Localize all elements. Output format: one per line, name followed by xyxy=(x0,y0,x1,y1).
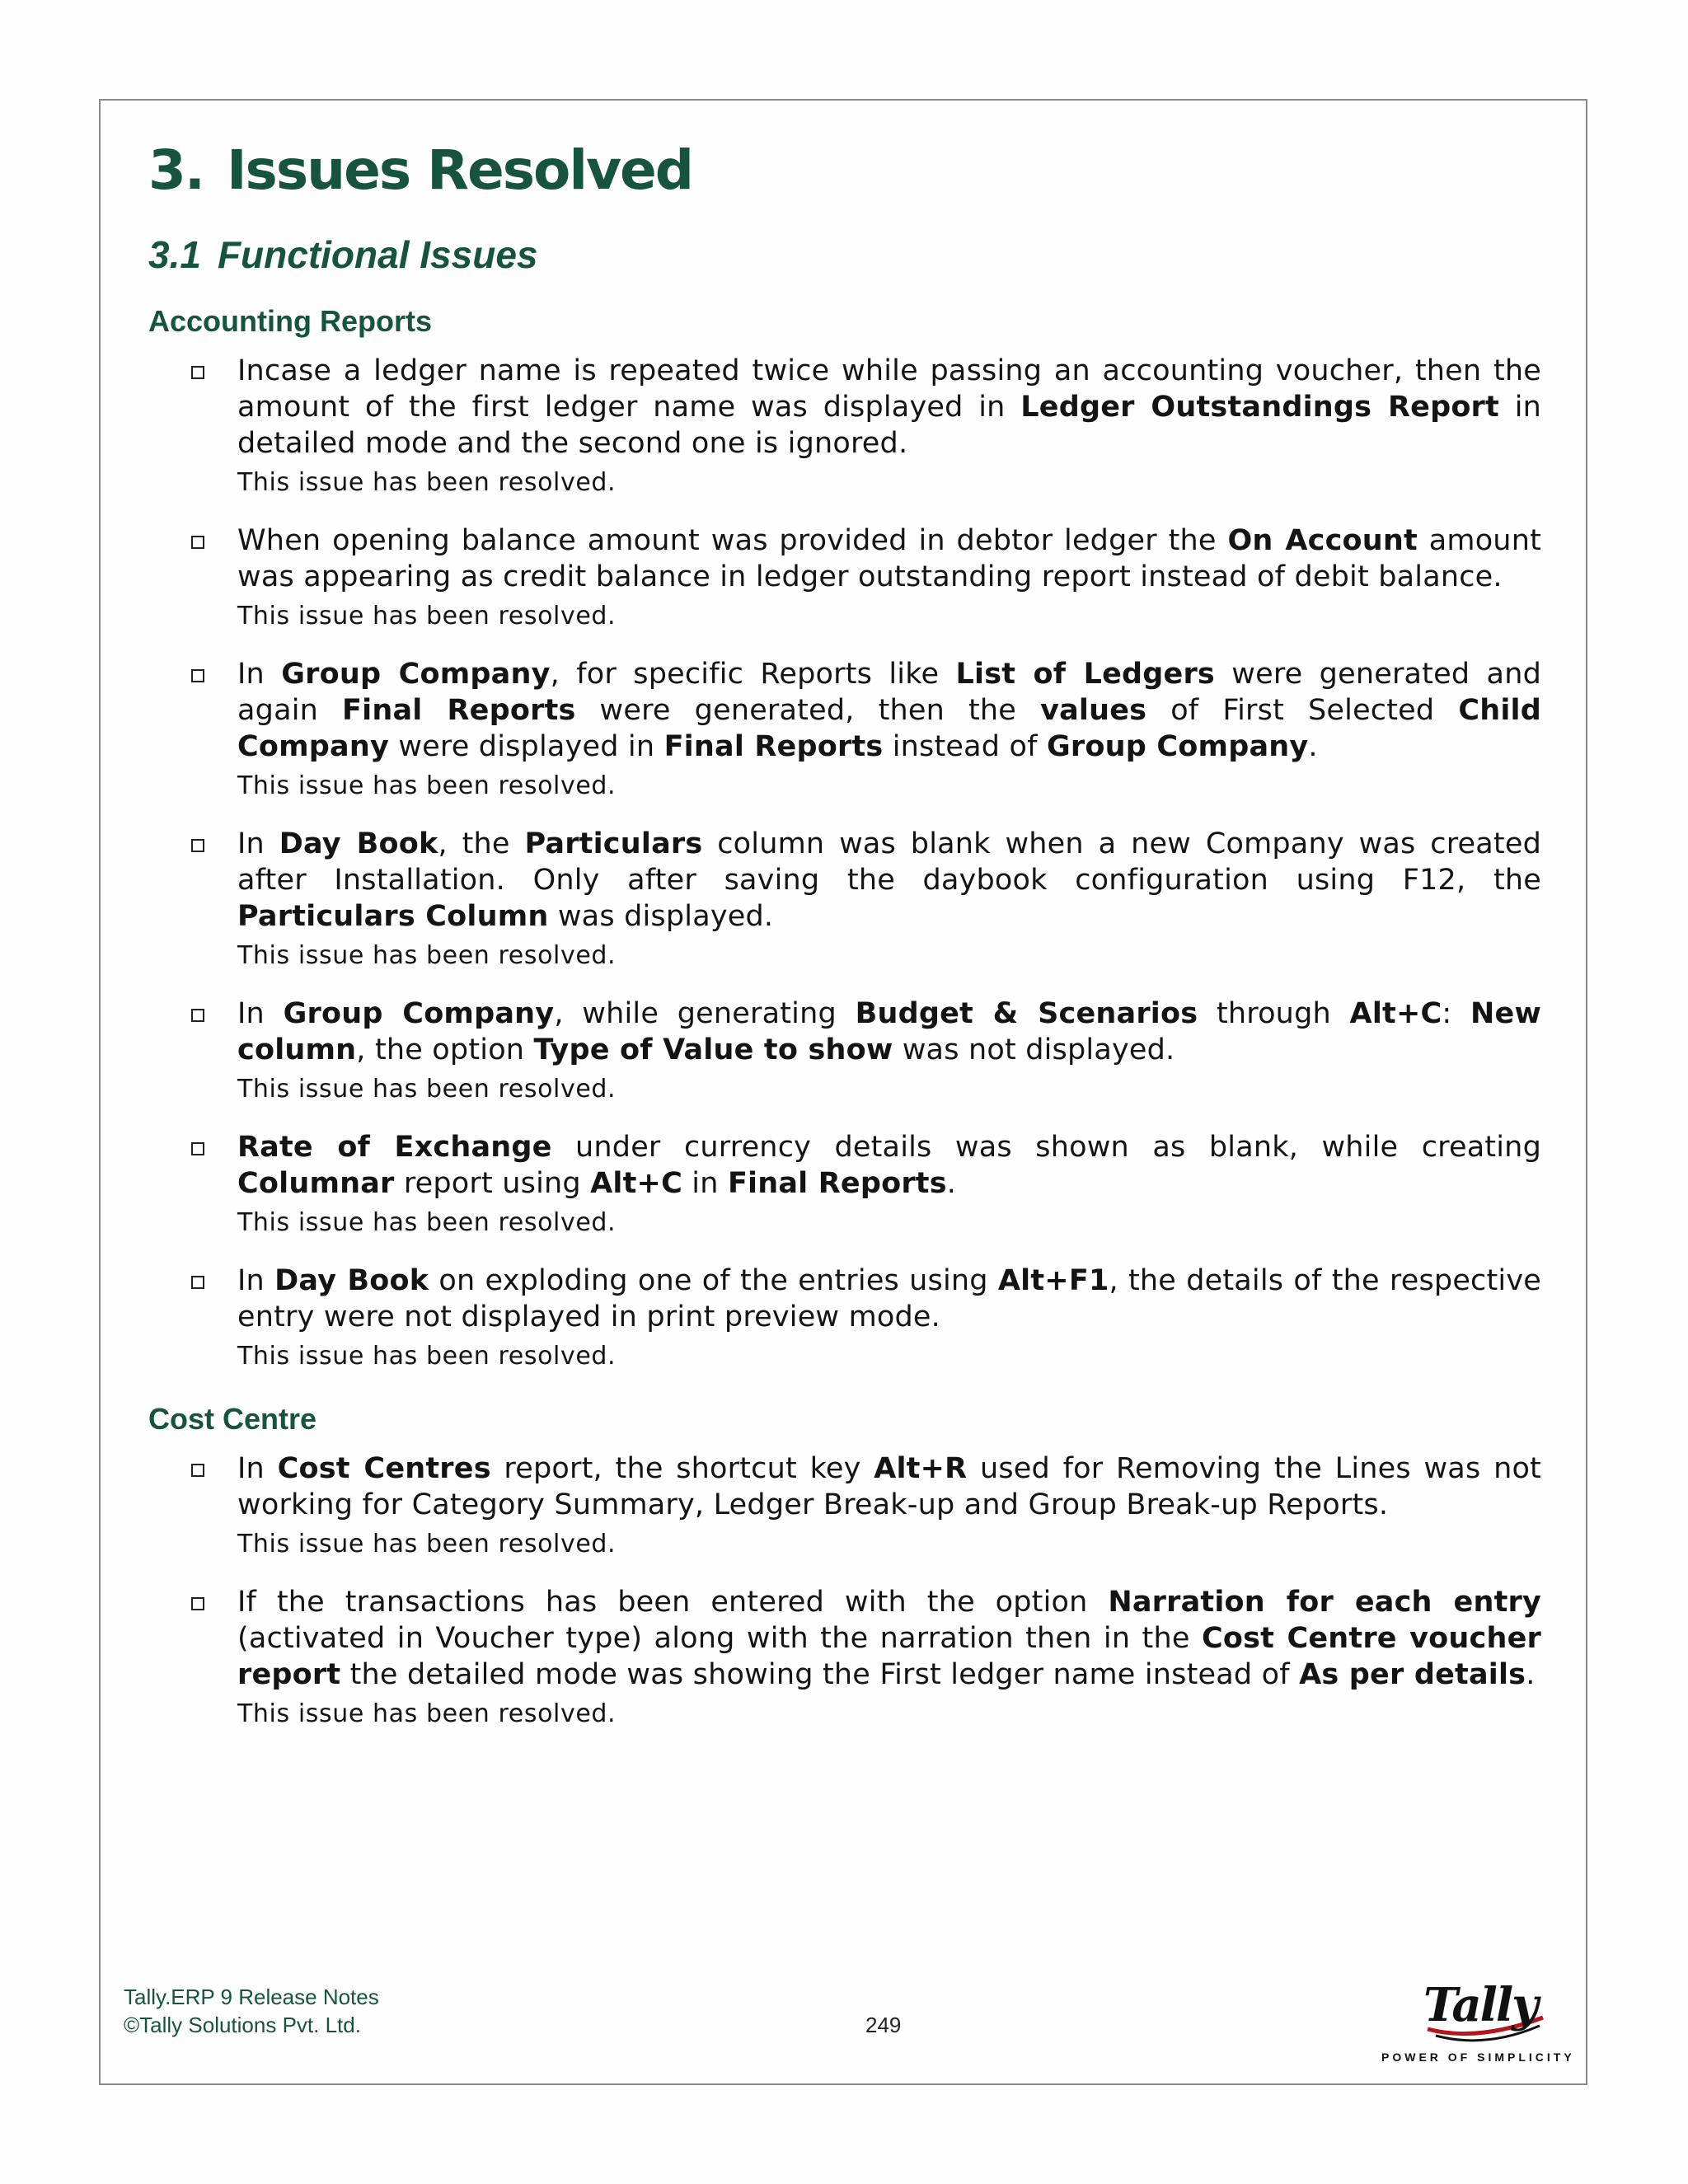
issue-list-accounting-reports xyxy=(148,353,1541,1373)
page-number: 249 xyxy=(865,2013,902,2037)
bold-term: Day Book xyxy=(274,1264,429,1297)
issue-text: , for specific Reports like xyxy=(550,658,956,691)
footer-doc-info xyxy=(124,1983,379,2039)
logo-tagline: POWER OF SIMPLICITY xyxy=(1381,2050,1575,2064)
bold-term: Group Company xyxy=(283,997,555,1030)
issue-item xyxy=(148,1129,1541,1240)
issue-text: In xyxy=(237,827,279,860)
issue-text: report, the shortcut key xyxy=(490,1452,874,1485)
chapter-title: Issues Resolved xyxy=(227,138,692,202)
issue-text: . xyxy=(1308,730,1318,763)
issue-description xyxy=(237,353,1541,462)
issue-description xyxy=(237,523,1541,595)
issue-text: the detailed mode was showing the First ledger name instead of xyxy=(340,1658,1300,1691)
issue-item xyxy=(148,1584,1541,1731)
issue-text: were generated and again xyxy=(237,658,1542,727)
issue-description xyxy=(237,656,1541,765)
resolution-status: This issue has been resolved. xyxy=(237,1699,617,1728)
square-bullet-icon xyxy=(191,536,204,549)
issue-text: In xyxy=(237,658,282,691)
issue-item xyxy=(148,353,1541,499)
bold-term: Alt+C xyxy=(1349,997,1442,1030)
section-number: 3.1 xyxy=(148,233,201,276)
issue-description xyxy=(237,996,1541,1068)
issue-text: , while generating xyxy=(554,997,856,1030)
bold-term: Budget & Scenarios xyxy=(855,997,1198,1030)
issue-text: was displayed. xyxy=(548,900,774,933)
issue-text: of First Selected xyxy=(1146,694,1459,727)
square-bullet-icon xyxy=(191,1276,204,1289)
resolution-status: This issue has been resolved. xyxy=(237,602,617,630)
bold-term: Group Company xyxy=(281,658,551,691)
square-bullet-icon xyxy=(191,1464,204,1477)
issue-list-cost-centre xyxy=(148,1451,1541,1731)
issue-item xyxy=(148,1263,1541,1373)
issue-text: were generated, then the xyxy=(575,694,1041,727)
issue-item xyxy=(148,1451,1541,1561)
bold-term: List of Ledgers xyxy=(955,658,1215,691)
bold-term: Type of Value to show xyxy=(533,1033,893,1066)
resolution-status: This issue has been resolved. xyxy=(237,771,617,800)
section-heading xyxy=(148,232,1541,277)
group-heading-accounting-reports: Accounting Reports xyxy=(148,304,433,338)
issue-text: , the xyxy=(438,827,525,860)
page-content xyxy=(148,140,1541,1754)
issue-text: If the transactions has been entered with the option xyxy=(237,1586,1109,1619)
issue-text: instead of xyxy=(883,730,1047,763)
issue-text: In xyxy=(237,1264,275,1297)
issue-description xyxy=(237,1584,1541,1693)
bold-term: Final Reports xyxy=(342,694,576,727)
issue-item xyxy=(148,996,1541,1106)
issue-text: (activated in Voucher type) along with the narration then in the xyxy=(237,1622,1202,1655)
square-bullet-icon xyxy=(191,366,204,379)
bold-term: Narration for each entry xyxy=(1108,1586,1541,1619)
issue-text: was not displayed. xyxy=(893,1033,1175,1066)
resolution-status: This issue has been resolved. xyxy=(237,1530,617,1558)
issue-text: amount was appearing as credit balance in ledger outstanding report instead of debit balance. xyxy=(237,524,1541,593)
bold-term: On Account xyxy=(1227,524,1418,557)
group-heading-cost-centre: Cost Centre xyxy=(148,1402,317,1436)
bold-term: Particulars Column xyxy=(237,900,549,933)
issue-text: through xyxy=(1198,997,1350,1030)
bold-term: Child Company xyxy=(237,694,1541,763)
bold-term: values xyxy=(1040,694,1147,727)
issue-text: In xyxy=(237,1452,278,1485)
bold-term: Ledger Outstandings Report xyxy=(1020,391,1499,424)
issue-description xyxy=(237,1129,1541,1202)
issue-text: in detailed mode and the second one is ignored. xyxy=(237,391,1542,460)
issue-text: : xyxy=(1442,997,1471,1030)
issue-text: . xyxy=(946,1167,957,1200)
issue-text: , the details of the respective entry were not displayed in print preview mode. xyxy=(237,1264,1541,1333)
resolution-status: This issue has been resolved. xyxy=(237,1075,617,1104)
issue-text: were displayed in xyxy=(389,730,664,763)
chapter-heading xyxy=(148,140,1541,201)
chapter-number: 3. xyxy=(148,138,204,202)
logo-word: Tally xyxy=(1423,1978,1537,2032)
resolution-status: This issue has been resolved. xyxy=(237,1208,617,1237)
bold-term: As per details xyxy=(1299,1658,1526,1691)
issue-text: When opening balance amount was provided in debtor ledger the xyxy=(237,524,1228,557)
square-bullet-icon xyxy=(191,1597,204,1610)
bold-term: Cost Centres xyxy=(277,1452,491,1485)
footer-copyright: ©Tally Solutions Pvt. Ltd. xyxy=(124,2013,361,2037)
bold-term: Day Book xyxy=(279,827,438,860)
bold-term: Alt+C xyxy=(590,1167,682,1200)
bold-term: Cost Centre voucher report xyxy=(237,1622,1541,1691)
bold-term: Alt+R xyxy=(874,1452,968,1485)
issue-text: column was blank when a new Company was created after Installation. Only after saving the daybook configuration using F12, the xyxy=(237,827,1541,897)
issue-text: on exploding one of the entries using xyxy=(429,1264,998,1297)
issue-text: used for Removing the Lines was not working for Category Summary, Ledger Break-up and Group Break-up Reports. xyxy=(237,1452,1541,1521)
issue-text: , the option xyxy=(356,1033,534,1066)
issue-description xyxy=(237,1451,1541,1523)
issue-text: Incase a ledger name is repeated twice while passing an accounting voucher, then the amount of the first ledger name was displayed in xyxy=(237,354,1541,424)
issue-item xyxy=(148,656,1541,803)
bold-term: Alt+F1 xyxy=(997,1264,1109,1297)
bold-term: Rate of Exchange xyxy=(237,1131,552,1164)
issue-text: in xyxy=(682,1167,728,1200)
bold-term: Columnar xyxy=(237,1167,395,1200)
issue-description xyxy=(237,1263,1541,1335)
section-title: Functional Issues xyxy=(217,233,538,276)
issue-text: under currency details was shown as blank, while creating xyxy=(551,1131,1541,1164)
issue-text: In xyxy=(237,997,284,1030)
issue-text: . xyxy=(1526,1658,1536,1691)
issue-item xyxy=(148,523,1541,633)
square-bullet-icon xyxy=(191,669,204,682)
resolution-status: This issue has been resolved. xyxy=(237,468,617,497)
square-bullet-icon xyxy=(191,1009,204,1022)
resolution-status: This issue has been resolved. xyxy=(237,1342,617,1371)
resolution-status: This issue has been resolved. xyxy=(237,941,617,970)
footer-title: Tally.ERP 9 Release Notes xyxy=(124,1985,379,2009)
square-bullet-icon xyxy=(191,839,204,852)
tally-logo xyxy=(1378,1978,1575,2069)
bold-term: Group Company xyxy=(1047,730,1309,763)
square-bullet-icon xyxy=(191,1142,204,1155)
issue-text: report using xyxy=(394,1167,591,1200)
bold-term: Particulars xyxy=(524,827,703,860)
bold-term: New column xyxy=(237,997,1541,1066)
bold-term: Final Reports xyxy=(663,730,884,763)
issue-description xyxy=(237,826,1541,935)
bold-term: Final Reports xyxy=(727,1167,947,1200)
issue-item xyxy=(148,826,1541,972)
